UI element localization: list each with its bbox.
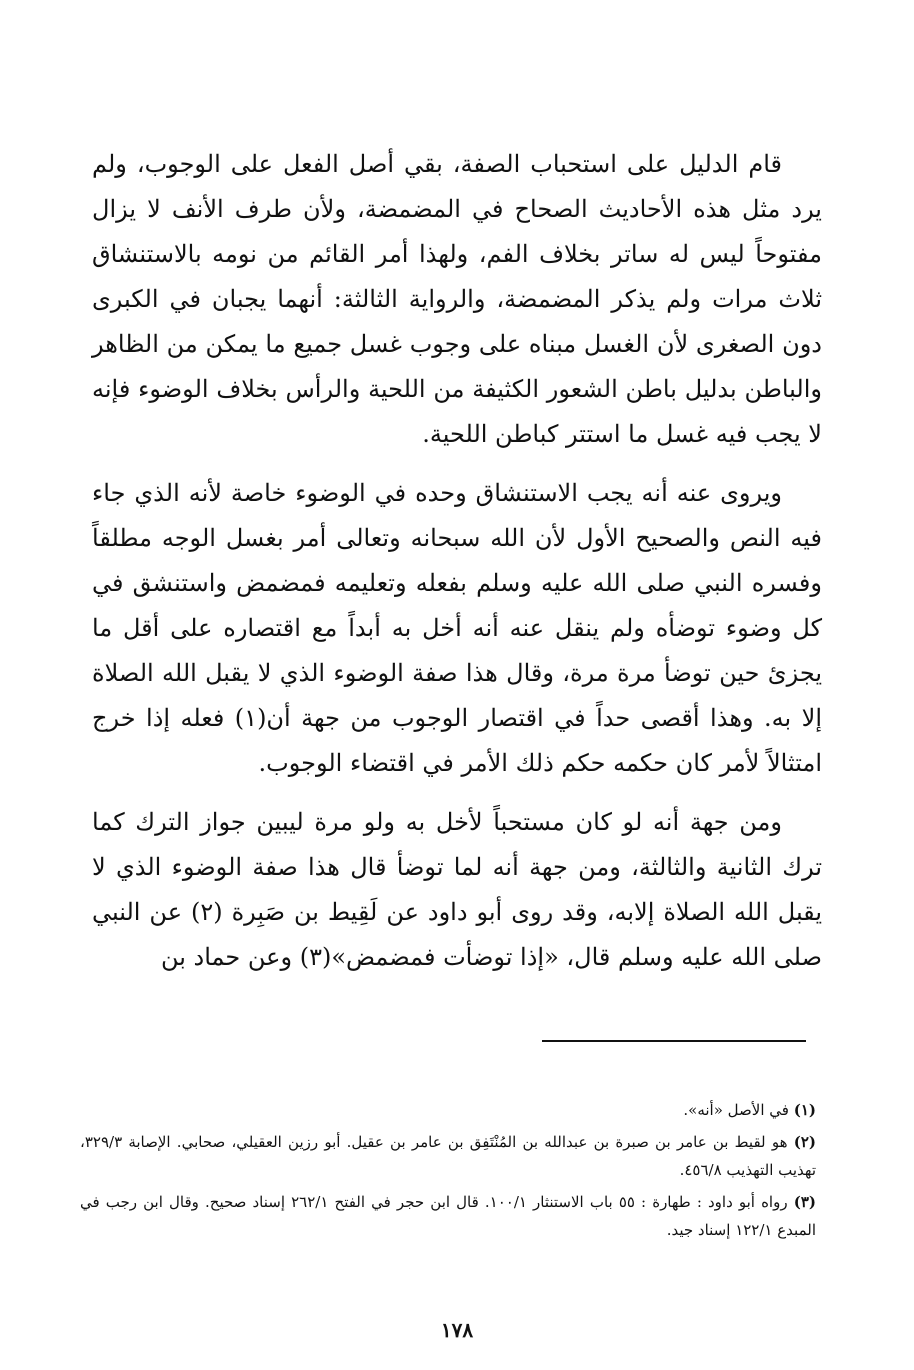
footnote bbox=[80, 1188, 816, 1244]
footnote-marker: (٣) bbox=[793, 1193, 816, 1211]
footnote-text: في الأصل «أنه». bbox=[683, 1101, 789, 1119]
footnote-separator bbox=[542, 1040, 806, 1042]
paragraph: ويروى عنه أنه يجب الاستنشاق وحده في الوضوء خاصة لأنه الذي جاء فيه النص والصحيح الأول لأن الله سبحانه وتعالى أمر بغسل الوجه مطلقاً وفسره النبي صلى الله عليه وسلم بفعله وتعليمه فمضمض واستنشق في كل وضوء توضأه ولم ينقل عنه أنه أخل به أبداً مع اقتصاره على أقل ما يجزئ حين توضأ مرة مرة، وقال هذا صفة الوضوء الذي لا يقبل الله الصلاة إلا به. وهذا أقصى حداً في اقتصار الوجوب من جهة أن(١) فعله إذا خرج امتثالاً لأمر كان حكمه حكم ذلك الأمر في اقتضاء الوجوب. bbox=[92, 479, 822, 777]
footnote bbox=[80, 1128, 816, 1184]
footnotes bbox=[80, 1096, 816, 1248]
footnote bbox=[80, 1096, 816, 1124]
footnote-text: رواه أبو داود : طهارة : ٥٥ باب الاستنثار ١٠٠/١. قال ابن حجر في الفتح ٢٦٢/١ إسناد صحيح. وقال ابن رجب في المبدع ١٢٢/١ إسناد جيد. bbox=[80, 1193, 816, 1239]
footnote-marker: (١) bbox=[793, 1101, 816, 1119]
main-text bbox=[92, 142, 822, 994]
page-number: ١٧٨ bbox=[440, 1318, 474, 1342]
footnote-marker: (٢) bbox=[793, 1133, 816, 1151]
footnote-text: هو لقيط بن عامر بن صبرة بن عبدالله بن المُنْتَفِق بن عامر بن عقيل. أبو رزين العقيلي، صحابي. الإصابة ٣٢٩/٣، تهذيب التهذيب ٤٥٦/٨. bbox=[80, 1133, 816, 1179]
paragraph: قام الدليل على استحباب الصفة، بقي أصل الفعل على الوجوب، ولم يرد مثل هذه الأحاديث الصحاح في المضمضة، ولأن طرف الأنف لا يزال مفتوحاً ليس له ساتر بخلاف الفم، ولهذا أمر القائم من نومه بالاستنشاق ثلاث مرات ولم يذكر المضمضة، والرواية الثالثة: أنهما يجبان في الكبرى دون الصغرى لأن الغسل مبناه على وجوب غسل جميع ما يمكن من الظاهر والباطن بدليل باطن الشعور الكثيفة من اللحية والرأس بخلاف الوضوء فإنه لا يجب فيه غسل ما استتر كباطن اللحية. bbox=[92, 150, 822, 448]
paragraph: ومن جهة أنه لو كان مستحباً لأخل به ولو مرة ليبين جواز الترك كما ترك الثانية والثالثة، ومن جهة أنه لما توضأ قال هذا صفة الوضوء الذي لا يقبل الله الصلاة إلابه، وقد روى أبو داود عن لَقِيط بن صَبِرة (٢) عن النبي صلى الله عليه وسلم قال، «إذا توضأت فمضمض»(٣) وعن حماد بن bbox=[92, 808, 823, 971]
